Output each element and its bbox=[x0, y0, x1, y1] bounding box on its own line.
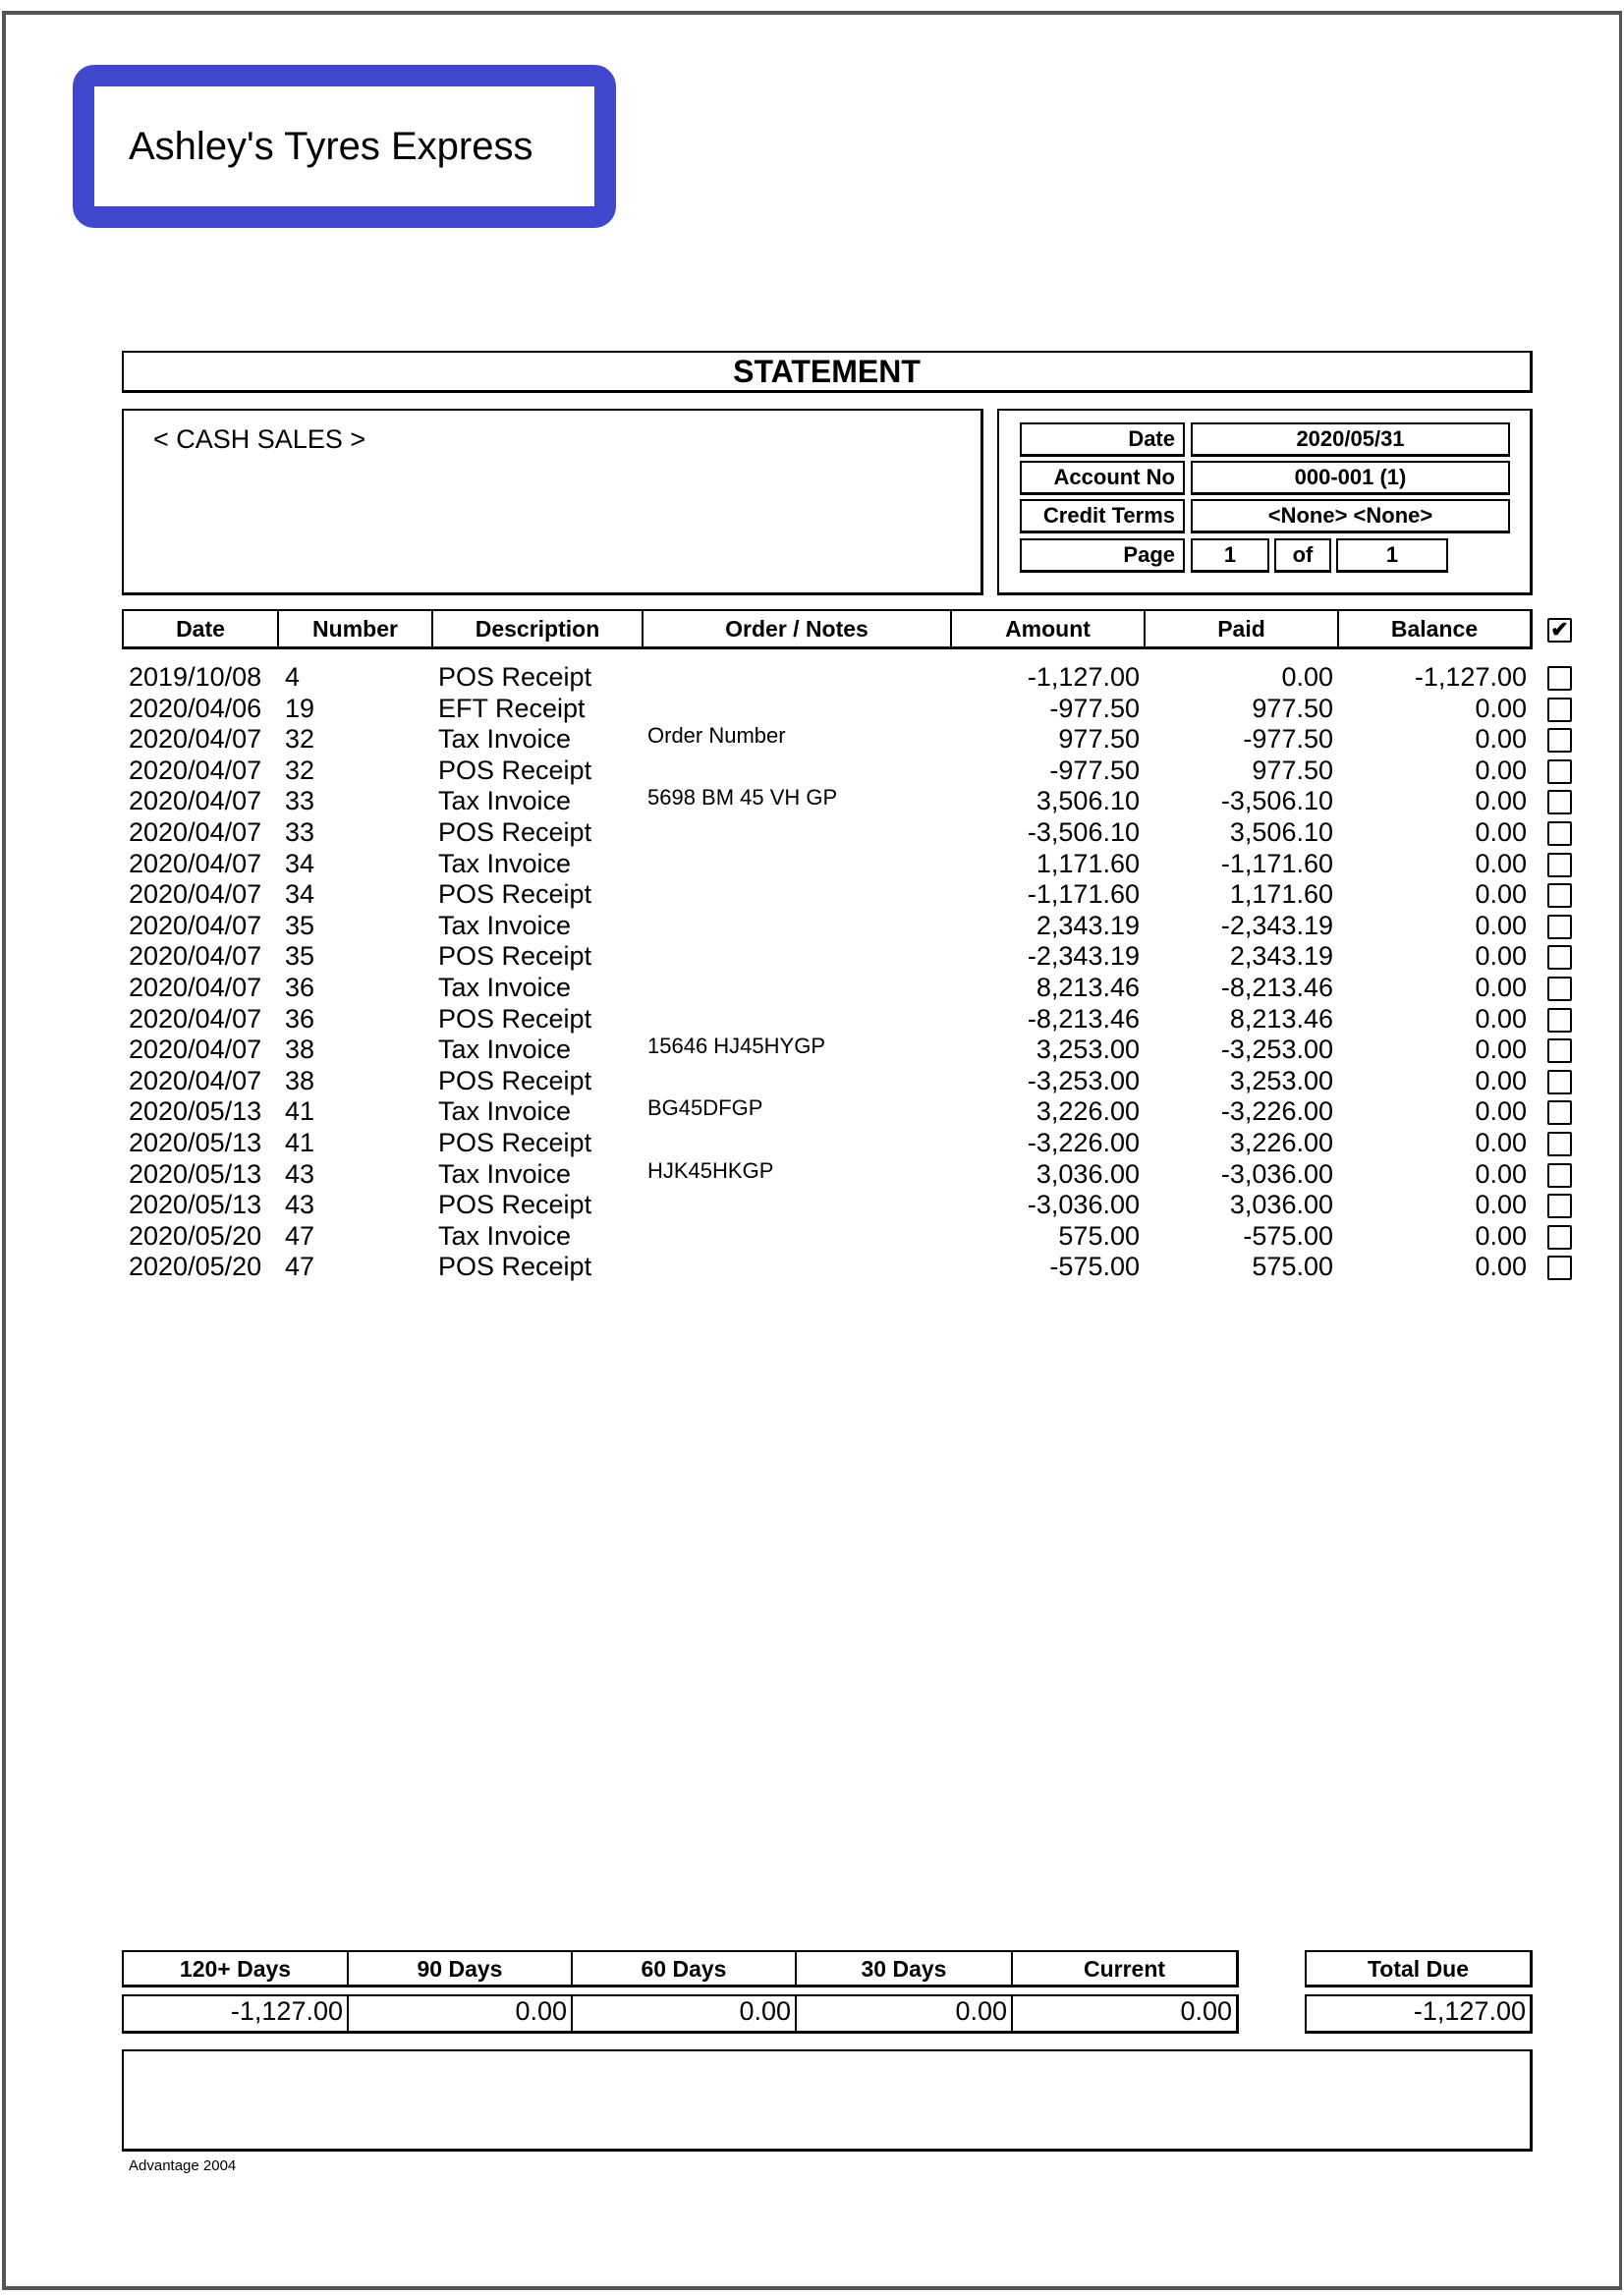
row-checkbox[interactable] bbox=[1547, 728, 1572, 753]
row-number: 47 bbox=[285, 1252, 315, 1282]
aging-value-120: -1,127.00 bbox=[122, 1994, 347, 2034]
row-paid: -3,506.10 bbox=[1220, 786, 1333, 816]
row-amount: -1,127.00 bbox=[1027, 662, 1140, 692]
col-header-number: Number bbox=[277, 609, 431, 649]
row-checkbox[interactable] bbox=[1547, 698, 1572, 722]
row-checkbox[interactable] bbox=[1547, 853, 1572, 877]
row-description: Tax Invoice bbox=[438, 1096, 572, 1127]
row-description: Tax Invoice bbox=[438, 1220, 572, 1251]
row-date: 2020/05/13 bbox=[129, 1158, 262, 1189]
customer-address-box bbox=[122, 409, 983, 595]
row-checkbox[interactable] bbox=[1547, 666, 1572, 691]
row-paid: 3,506.10 bbox=[1229, 817, 1333, 847]
row-number: 33 bbox=[285, 786, 315, 816]
row-description: Tax Invoice bbox=[438, 973, 572, 1002]
page-label: Page bbox=[1020, 538, 1185, 573]
row-description: Tax Invoice bbox=[438, 1035, 572, 1065]
table-row bbox=[0, 1066, 1624, 1097]
col-header-paid: Paid bbox=[1144, 609, 1337, 649]
row-checkbox[interactable] bbox=[1547, 1008, 1572, 1033]
row-amount: -1,171.60 bbox=[1027, 879, 1140, 910]
row-paid: -1,171.60 bbox=[1220, 848, 1333, 878]
row-description: POS Receipt bbox=[438, 1190, 592, 1220]
col-header-order-notes: Order / Notes bbox=[642, 609, 950, 649]
row-date: 2020/04/07 bbox=[129, 848, 262, 878]
row-balance: 0.00 bbox=[1475, 973, 1527, 1002]
row-checkbox[interactable] bbox=[1547, 821, 1572, 846]
footer-text: Advantage 2004 bbox=[129, 2157, 237, 2174]
row-amount: 3,036.00 bbox=[1036, 1158, 1140, 1189]
table-row bbox=[0, 973, 1624, 1004]
table-row bbox=[0, 941, 1624, 973]
row-balance: 0.00 bbox=[1475, 910, 1527, 940]
row-description: POS Receipt bbox=[438, 1252, 592, 1282]
row-checkbox[interactable] bbox=[1547, 1132, 1572, 1156]
row-balance: 0.00 bbox=[1475, 1252, 1527, 1282]
row-description: POS Receipt bbox=[438, 755, 592, 785]
row-checkbox[interactable] bbox=[1547, 1163, 1572, 1188]
page-count: 1 bbox=[1336, 538, 1448, 573]
row-notes: Order Number bbox=[647, 723, 786, 749]
row-balance: 0.00 bbox=[1475, 817, 1527, 847]
row-date: 2020/04/07 bbox=[129, 786, 262, 816]
row-amount: 3,253.00 bbox=[1036, 1035, 1140, 1065]
row-description: Tax Invoice bbox=[438, 724, 572, 755]
row-amount: -3,506.10 bbox=[1027, 817, 1140, 847]
row-amount: 8,213.46 bbox=[1036, 973, 1140, 1002]
row-date: 2020/04/07 bbox=[129, 973, 262, 1002]
table-row bbox=[0, 1221, 1624, 1253]
row-paid: -3,036.00 bbox=[1220, 1158, 1333, 1189]
table-row bbox=[0, 786, 1624, 817]
table-row bbox=[0, 694, 1624, 725]
total-due-header: Total Due bbox=[1305, 1950, 1533, 1987]
row-date: 2020/04/07 bbox=[129, 1065, 262, 1095]
row-balance: 0.00 bbox=[1475, 1035, 1527, 1065]
row-paid: 2,343.19 bbox=[1229, 941, 1333, 972]
col-header-amount: Amount bbox=[950, 609, 1144, 649]
row-paid: 3,036.00 bbox=[1229, 1190, 1333, 1220]
row-balance: 0.00 bbox=[1475, 1003, 1527, 1034]
row-number: 32 bbox=[285, 755, 315, 785]
row-date: 2020/05/13 bbox=[129, 1190, 262, 1220]
row-paid: -3,253.00 bbox=[1220, 1035, 1333, 1065]
aging-header-60: 60 Days bbox=[571, 1950, 795, 1987]
row-balance: 0.00 bbox=[1475, 1096, 1527, 1127]
row-amount: 1,171.60 bbox=[1036, 848, 1140, 878]
row-checkbox[interactable] bbox=[1547, 1194, 1572, 1218]
row-date: 2019/10/08 bbox=[129, 662, 262, 692]
row-number: 41 bbox=[285, 1128, 315, 1157]
row-amount: -2,343.19 bbox=[1027, 941, 1140, 972]
account-value: 000-001 (1) bbox=[1191, 461, 1510, 495]
row-balance: 0.00 bbox=[1475, 848, 1527, 878]
total-due-value: -1,127.00 bbox=[1305, 1994, 1533, 2034]
row-notes: BG45DFGP bbox=[647, 1095, 763, 1121]
table-row bbox=[0, 1128, 1624, 1159]
row-number: 34 bbox=[285, 848, 315, 878]
row-number: 33 bbox=[285, 817, 315, 847]
page-number: 1 bbox=[1191, 538, 1269, 573]
aging-header-90: 90 Days bbox=[347, 1950, 571, 1987]
row-description: Tax Invoice bbox=[438, 910, 572, 940]
aging-value-90: 0.00 bbox=[347, 1994, 571, 2034]
row-date: 2020/04/07 bbox=[129, 941, 262, 972]
row-number: 41 bbox=[285, 1096, 315, 1127]
row-amount: 977.50 bbox=[1058, 724, 1140, 755]
row-description: Tax Invoice bbox=[438, 1158, 572, 1189]
credit-terms-value: <None> <None> bbox=[1191, 499, 1510, 533]
row-number: 32 bbox=[285, 724, 315, 755]
row-number: 4 bbox=[285, 662, 301, 692]
row-number: 38 bbox=[285, 1035, 315, 1065]
row-amount: -575.00 bbox=[1049, 1252, 1140, 1282]
table-row bbox=[0, 1096, 1624, 1128]
row-paid: 1,171.60 bbox=[1229, 879, 1333, 910]
row-balance: 0.00 bbox=[1475, 693, 1527, 723]
row-date: 2020/04/07 bbox=[129, 1003, 262, 1034]
row-checkbox[interactable] bbox=[1547, 883, 1572, 908]
table-row bbox=[0, 662, 1624, 694]
aging-value-current: 0.00 bbox=[1011, 1994, 1239, 2034]
row-amount: 2,343.19 bbox=[1036, 910, 1140, 940]
row-date: 2020/04/07 bbox=[129, 724, 262, 755]
row-checkbox[interactable] bbox=[1547, 1256, 1572, 1280]
row-checkbox[interactable] bbox=[1547, 1225, 1572, 1250]
row-description: POS Receipt bbox=[438, 1003, 592, 1034]
credit-terms-label: Credit Terms bbox=[1020, 499, 1185, 533]
table-row bbox=[0, 817, 1624, 849]
table-row bbox=[0, 849, 1624, 880]
row-date: 2020/05/13 bbox=[129, 1128, 262, 1157]
select-all-checkbox[interactable]: ✔ bbox=[1547, 618, 1572, 643]
row-description: POS Receipt bbox=[438, 941, 592, 972]
row-description: Tax Invoice bbox=[438, 848, 572, 878]
row-number: 34 bbox=[285, 879, 315, 910]
date-value: 2020/05/31 bbox=[1191, 422, 1510, 457]
row-date: 2020/05/20 bbox=[129, 1220, 262, 1251]
row-amount: -8,213.46 bbox=[1027, 1003, 1140, 1034]
row-checkbox[interactable] bbox=[1547, 1070, 1572, 1094]
row-paid: -575.00 bbox=[1243, 1220, 1333, 1251]
row-description: POS Receipt bbox=[438, 1065, 592, 1095]
row-checkbox[interactable] bbox=[1547, 1100, 1572, 1125]
col-header-balance: Balance bbox=[1337, 609, 1533, 649]
row-balance: 0.00 bbox=[1475, 1220, 1527, 1251]
table-row bbox=[0, 1252, 1624, 1283]
col-header-date: Date bbox=[122, 609, 277, 649]
row-description: EFT Receipt bbox=[438, 693, 586, 723]
table-row bbox=[0, 1035, 1624, 1066]
row-balance: 0.00 bbox=[1475, 1158, 1527, 1189]
row-amount: 575.00 bbox=[1058, 1220, 1140, 1251]
row-date: 2020/04/07 bbox=[129, 817, 262, 847]
aging-value-60: 0.00 bbox=[571, 1994, 795, 2034]
row-number: 36 bbox=[285, 973, 315, 1002]
row-balance: 0.00 bbox=[1475, 1190, 1527, 1220]
row-amount: 3,506.10 bbox=[1036, 786, 1140, 816]
account-label: Account No bbox=[1020, 461, 1185, 495]
row-number: 36 bbox=[285, 1003, 315, 1034]
row-paid: -2,343.19 bbox=[1220, 910, 1333, 940]
company-logo-box bbox=[73, 65, 616, 228]
row-paid: 3,226.00 bbox=[1229, 1128, 1333, 1157]
row-balance: -1,127.00 bbox=[1414, 662, 1527, 692]
row-balance: 0.00 bbox=[1475, 941, 1527, 972]
page-of-label: of bbox=[1274, 538, 1331, 573]
row-amount: -3,226.00 bbox=[1027, 1128, 1140, 1157]
row-paid: -8,213.46 bbox=[1220, 973, 1333, 1002]
row-description: POS Receipt bbox=[438, 817, 592, 847]
row-paid: 977.50 bbox=[1252, 755, 1333, 785]
row-paid: 8,213.46 bbox=[1229, 1003, 1333, 1034]
row-date: 2020/04/07 bbox=[129, 910, 262, 940]
row-balance: 0.00 bbox=[1475, 786, 1527, 816]
row-balance: 0.00 bbox=[1475, 879, 1527, 910]
row-amount: -3,253.00 bbox=[1027, 1065, 1140, 1095]
row-amount: -3,036.00 bbox=[1027, 1190, 1140, 1220]
table-row bbox=[0, 1190, 1624, 1221]
row-amount: -977.50 bbox=[1049, 755, 1140, 785]
row-amount: 3,226.00 bbox=[1036, 1096, 1140, 1127]
row-description: POS Receipt bbox=[438, 879, 592, 910]
row-description: POS Receipt bbox=[438, 1128, 592, 1157]
row-balance: 0.00 bbox=[1475, 1128, 1527, 1157]
row-balance: 0.00 bbox=[1475, 724, 1527, 755]
customer-name: < CASH SALES > bbox=[153, 424, 366, 454]
row-paid: -3,226.00 bbox=[1220, 1096, 1333, 1127]
row-number: 43 bbox=[285, 1190, 315, 1220]
table-row bbox=[0, 1159, 1624, 1191]
document-title: STATEMENT bbox=[122, 351, 1533, 393]
date-label: Date bbox=[1020, 422, 1185, 457]
row-paid: 3,253.00 bbox=[1229, 1065, 1333, 1095]
row-checkbox[interactable] bbox=[1547, 759, 1572, 784]
row-paid: 575.00 bbox=[1252, 1252, 1333, 1282]
row-date: 2020/04/07 bbox=[129, 879, 262, 910]
row-date: 2020/04/06 bbox=[129, 693, 262, 723]
row-number: 43 bbox=[285, 1158, 315, 1189]
aging-value-30: 0.00 bbox=[795, 1994, 1011, 2034]
row-number: 19 bbox=[285, 693, 315, 723]
row-balance: 0.00 bbox=[1475, 755, 1527, 785]
row-checkbox[interactable] bbox=[1547, 977, 1572, 1001]
row-number: 35 bbox=[285, 910, 315, 940]
row-checkbox[interactable] bbox=[1547, 1038, 1572, 1063]
aging-header-30: 30 Days bbox=[795, 1950, 1011, 1987]
aging-header-current: Current bbox=[1011, 1950, 1239, 1987]
row-date: 2020/04/07 bbox=[129, 1035, 262, 1065]
row-paid: -977.50 bbox=[1243, 724, 1333, 755]
row-date: 2020/05/13 bbox=[129, 1096, 262, 1127]
row-checkbox[interactable] bbox=[1547, 915, 1572, 939]
row-description: POS Receipt bbox=[438, 662, 592, 692]
row-notes: 5698 BM 45 VH GP bbox=[647, 785, 838, 811]
company-name: Ashley's Tyres Express bbox=[94, 86, 594, 206]
row-paid: 977.50 bbox=[1252, 693, 1333, 723]
aging-header-120: 120+ Days bbox=[122, 1950, 347, 1987]
statement-notes-box bbox=[122, 2049, 1533, 2152]
table-row bbox=[0, 724, 1624, 756]
row-checkbox[interactable] bbox=[1547, 790, 1572, 814]
table-row bbox=[0, 879, 1624, 911]
row-paid: 0.00 bbox=[1281, 662, 1333, 692]
row-number: 35 bbox=[285, 941, 315, 972]
row-date: 2020/05/20 bbox=[129, 1252, 262, 1282]
row-number: 38 bbox=[285, 1065, 315, 1095]
row-notes: 15646 HJ45HYGP bbox=[647, 1034, 825, 1059]
row-date: 2020/04/07 bbox=[129, 755, 262, 785]
table-row bbox=[0, 911, 1624, 942]
row-notes: HJK45HKGP bbox=[647, 1157, 774, 1183]
row-balance: 0.00 bbox=[1475, 1065, 1527, 1095]
row-description: Tax Invoice bbox=[438, 786, 572, 816]
col-header-description: Description bbox=[431, 609, 642, 649]
row-number: 47 bbox=[285, 1220, 315, 1251]
row-checkbox[interactable] bbox=[1547, 945, 1572, 970]
row-amount: -977.50 bbox=[1049, 693, 1140, 723]
